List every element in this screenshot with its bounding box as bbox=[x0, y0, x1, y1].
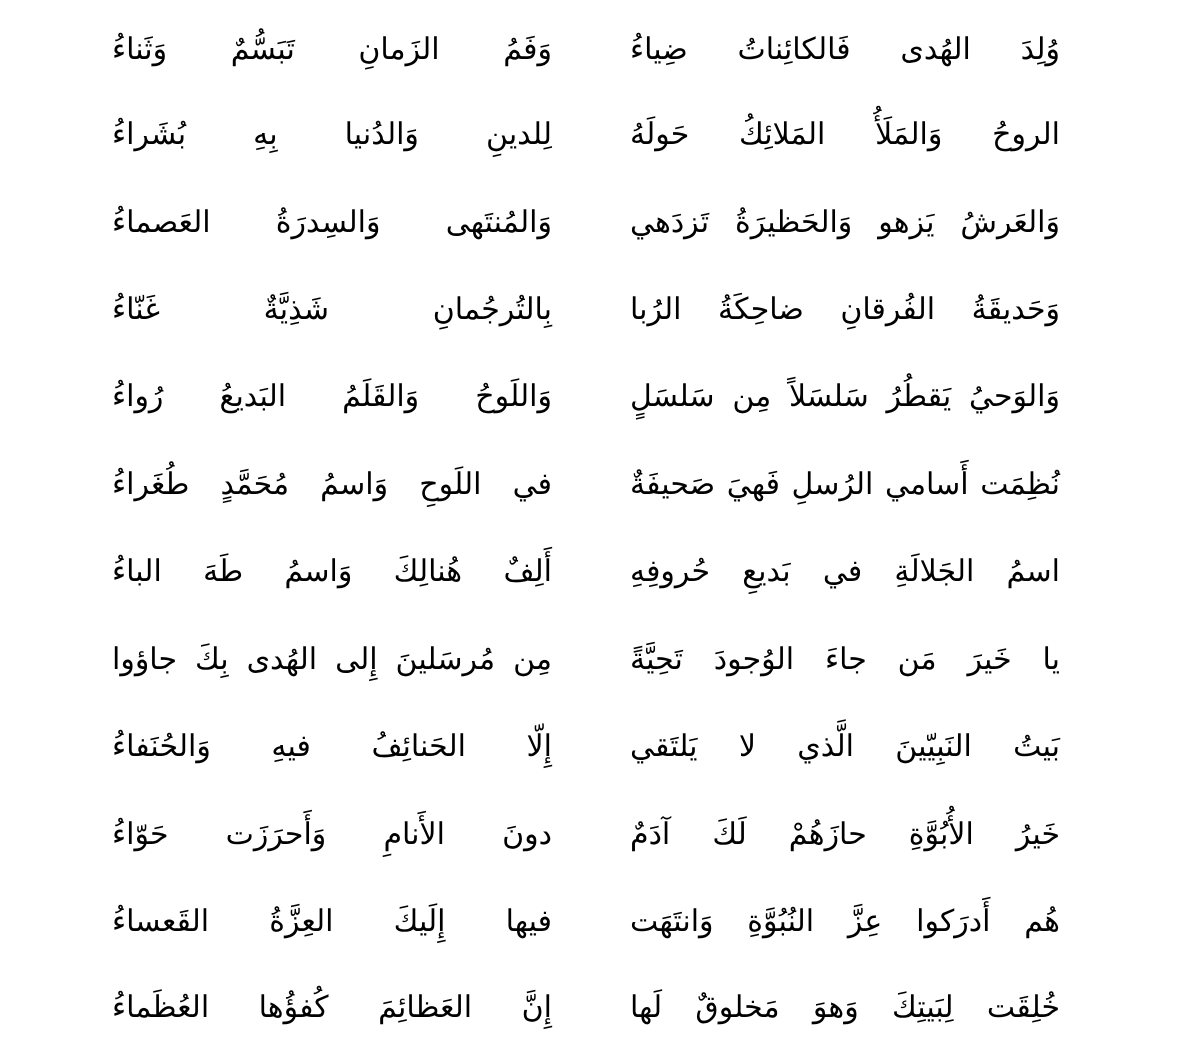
verse-5 bbox=[0, 367, 1200, 427]
verse-12-second-hemistich: إِنَّ العَظائِمَ كُفؤُها العُظَماءُ bbox=[112, 990, 552, 1025]
verse-11 bbox=[0, 892, 1200, 952]
verse-2-second-hemistich: لِلدينِ وَالدُنيا بِهِ بُشَراءُ bbox=[112, 117, 552, 152]
verse-6 bbox=[0, 455, 1200, 515]
verse-5-second-hemistich: وَاللَوحُ وَالقَلَمُ البَديعُ رُواءُ bbox=[112, 379, 552, 414]
verse-1 bbox=[0, 20, 1200, 80]
verse-3-first-hemistich: وَالعَرشُ يَزهو وَالحَظيرَةُ تَزدَهي bbox=[630, 205, 1060, 240]
verse-12-first-hemistich: خُلِقَت لِبَيتِكَ وَهوَ مَخلوقٌ لَها bbox=[630, 990, 1060, 1025]
verse-11-first-hemistich: هُم أَدرَكوا عِزَّ النُبُوَّةِ وَانتَهَت bbox=[630, 904, 1060, 939]
verse-10-second-hemistich: دونَ الأَنامِ وَأَحرَزَت حَوّاءُ bbox=[112, 817, 552, 852]
verse-11-second-hemistich: فيها إِلَيكَ العِزَّةُ القَعساءُ bbox=[112, 904, 552, 939]
verse-1-second-hemistich: وَفَمُ الزَمانِ تَبَسُّمٌ وَثَناءُ bbox=[112, 32, 552, 67]
verse-7-second-hemistich: أَلِفٌ هُنالِكَ وَاسمُ طَهَ الباءُ bbox=[112, 554, 552, 589]
verse-9 bbox=[0, 717, 1200, 777]
verse-4-first-hemistich: وَحَديقَةُ الفُرقانِ ضاحِكَةُ الرُبا bbox=[630, 292, 1060, 327]
verse-2-first-hemistich: الروحُ وَالمَلَأُ المَلائِكُ حَولَهُ bbox=[630, 117, 1060, 152]
verse-8-second-hemistich: مِن مُرسَلينَ إِلى الهُدى بِكَ جاؤوا bbox=[112, 642, 552, 677]
verse-3-second-hemistich: وَالمُنتَهى وَالسِدرَةُ العَصماءُ bbox=[112, 205, 552, 240]
verse-12 bbox=[0, 978, 1200, 1038]
verse-6-first-hemistich: نُظِمَت أَسامي الرُسلِ فَهيَ صَحيفَةٌ bbox=[630, 467, 1060, 502]
verse-2 bbox=[0, 105, 1200, 165]
verse-4 bbox=[0, 280, 1200, 340]
verse-8 bbox=[0, 630, 1200, 690]
verse-1-first-hemistich: وُلِدَ الهُدى فَالكائِناتُ ضِياءُ bbox=[630, 32, 1060, 67]
verse-5-first-hemistich: وَالوَحيُ يَقطُرُ سَلسَلاً مِن سَلسَلٍ bbox=[630, 379, 1060, 414]
verse-9-first-hemistich: بَيتُ النَبِيّينَ الَّذي لا يَلتَقي bbox=[630, 729, 1060, 764]
verse-3 bbox=[0, 193, 1200, 253]
verse-9-second-hemistich: إِلّا الحَنائِفُ فيهِ وَالحُنَفاءُ bbox=[112, 729, 552, 764]
verse-7 bbox=[0, 542, 1200, 602]
verse-10-first-hemistich: خَيرُ الأُبُوَّةِ حازَهُمْ لَكَ آدَمٌ bbox=[630, 817, 1060, 852]
verse-10 bbox=[0, 805, 1200, 865]
verse-7-first-hemistich: اسمُ الجَلالَةِ في بَديعِ حُروفِهِ bbox=[630, 554, 1060, 589]
verse-6-second-hemistich: في اللَوحِ وَاسمُ مُحَمَّدٍ طُغَراءُ bbox=[112, 467, 552, 502]
verse-8-first-hemistich: يا خَيرَ مَن جاءَ الوُجودَ تَحِيَّةً bbox=[630, 642, 1060, 677]
verse-4-second-hemistich: بِالتُرجُمانِ شَذِيَّةٌ غَنّاءُ bbox=[112, 292, 552, 327]
